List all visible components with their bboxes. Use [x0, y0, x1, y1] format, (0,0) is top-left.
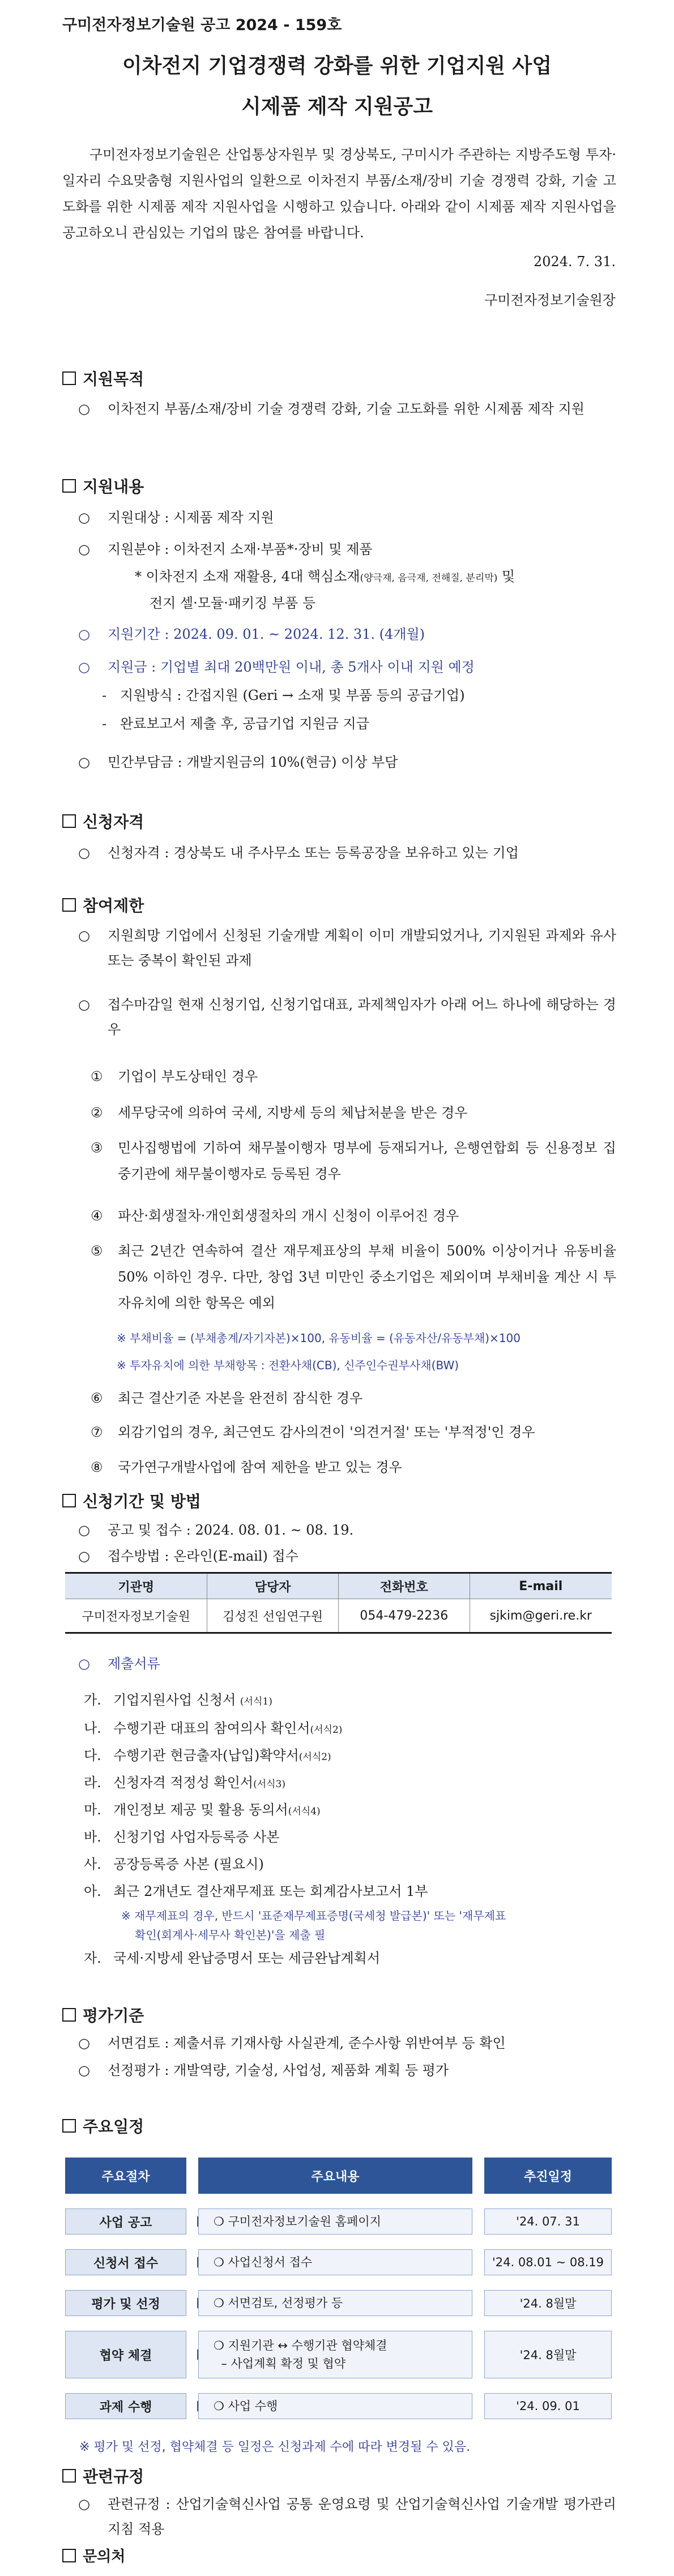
contact-phone: 054-479-2236	[338, 1599, 470, 1633]
schedule-step-5: 과제 수행	[65, 2393, 186, 2419]
circle-bullet-icon: ○	[78, 1548, 90, 1564]
schedule-step-2: 신청서 접수	[65, 2249, 186, 2275]
contact-header-person: 담당자	[207, 1573, 339, 1599]
restriction-sub-1: ① 기업이 부도상태인 경우	[91, 1069, 258, 1084]
doc-item-6: 바. 신청기업 사업자등록증 사본	[84, 1829, 280, 1845]
schedule-desc-1: ❍ 구미전자정보기술원 홈페이지	[198, 2208, 472, 2235]
doc-item-2: 나. 수행기관 대표의 참여의사 확인서(서식2)	[84, 1720, 343, 1736]
evaluation-item-1: ○ 서면검토 : 제출서류 기재사항 사실관계, 준수사항 위반여부 등 확인	[78, 2031, 616, 2056]
dash-mark: -	[102, 716, 107, 732]
schedule-note: ※ 평가 및 선정, 협약체결 등 일정은 신청과제 수에 따라 변경될 수 있음.	[79, 2440, 471, 2454]
content-cost-share: ○ 민간부담금 : 개발지원금의 10%(현금) 이상 부담	[78, 750, 616, 775]
doc-item-5: 마. 개인정보 제공 및 활용 동의서(서식4)	[84, 1802, 321, 1818]
contact-header-phone: 전화번호	[338, 1573, 470, 1599]
schedule-date-3: '24. 8월말	[484, 2290, 612, 2316]
circle-bullet-icon: ○	[78, 754, 90, 770]
issuer: 구미전자정보기술원장	[484, 292, 616, 308]
circle-bullet-icon: ○	[78, 997, 90, 1013]
circle-bullet-icon: ○	[78, 1522, 90, 1538]
section-inquiry-heading: 문의처	[62, 2545, 125, 2566]
content-field-note: * 이차전지 소재 재활용, 4대 핵심소재(양극재, 음극재, 전해질, 분리막) 및 전지 셀·모듈·패키징 부품 등	[135, 569, 515, 611]
notice-number: 구미전자정보기술원 공고 2024 - 159호	[62, 16, 342, 34]
restriction-sub-6: ⑥ 최근 결산기준 자본을 완전히 잠식한 경우	[91, 1390, 363, 1406]
schedule-desc-2: ❍ 사업신청서 접수	[198, 2249, 472, 2275]
content-period: ○ 지원기간 : 2024. 09. 01. ~ 2024. 12. 31. (4개월)	[78, 622, 616, 647]
doc-item-1: 가. 기업지원사업 신청서 (서식1)	[84, 1692, 272, 1708]
schedule-desc-3: ❍ 서면검토, 선정평가 등	[198, 2290, 472, 2316]
schedule-date-1: '24. 07. 31	[484, 2208, 612, 2235]
restriction-sub-2: ② 세무당국에 의하여 국세, 지방세 등의 체납처분을 받은 경우	[91, 1105, 468, 1121]
section-application-heading: 신청기간 및 방법	[62, 1489, 201, 1512]
section-eligibility-heading: 신청자격	[62, 810, 144, 832]
announcement-date: 2024. 7. 31.	[533, 254, 616, 270]
section-restrictions-heading: 참여제한	[62, 894, 144, 916]
eligibility-item: ○ 신청자격 : 경상북도 내 주사무소 또는 등록공장을 보유하고 있는 기업	[78, 840, 616, 865]
square-bullet-icon	[62, 2549, 76, 2562]
restriction-item-1: ○ 지원희망 기업에서 신청된 기술개발 계획이 이미 개발되었거나, 기지원된 과제와 유사 또는 중복이 확인된 과제	[78, 923, 616, 973]
purpose-item: ○ 이차전지 부품/소재/장비 기술 경쟁력 강화, 기술 고도화를 위한 시제품 제작 지원	[78, 396, 616, 421]
circle-bullet-icon: ○	[78, 510, 90, 526]
content-target: ○ 지원대상 : 시제품 제작 지원	[78, 505, 616, 530]
square-bullet-icon	[62, 1494, 76, 1507]
contact-table-header	[65, 1573, 612, 1599]
docs-note: ※ 재무제표의 경우, 반드시 '표준재무제표증명(국세청 발급본)' 또는 '재무제표 확인(회계사·세무사 확인본)'을 제출 필	[121, 1909, 506, 1942]
section-schedule-heading: 주요일정	[62, 2114, 144, 2137]
application-period: ○ 공고 및 접수 : 2024. 08. 01. ~ 08. 19.	[78, 1518, 616, 1543]
title-line1: 이차전지 기업경쟁력 강화를 위한 기업지원 사업	[122, 54, 552, 78]
schedule-header-desc: 주요내용	[198, 2158, 472, 2194]
table-row	[65, 1599, 612, 1633]
restriction-note-2: ※ 투자유치에 의한 부채항목 : 전환사채(CB), 신주인수권부사채(BW)	[117, 1359, 459, 1372]
docs-heading: ○ 제출서류	[78, 1651, 616, 1676]
title-line2: 시제품 제작 지원공고	[241, 95, 433, 118]
circle-bullet-icon: ○	[78, 1656, 90, 1672]
square-bullet-icon	[62, 2119, 76, 2133]
doc-item-8: 아. 최근 2개년도 결산재무제표 또는 회계감사보고서 1부	[84, 1883, 428, 1899]
section-content-heading: 지원내용	[62, 475, 144, 497]
circle-bullet-icon: ○	[78, 626, 90, 642]
schedule-step-1: 사업 공고	[65, 2208, 186, 2235]
square-bullet-icon	[62, 479, 76, 493]
schedule-date-5: '24. 09. 01	[484, 2393, 612, 2419]
schedule-step-4: 협약 체결	[65, 2331, 186, 2378]
circle-bullet-icon: ○	[78, 2496, 90, 2512]
schedule-desc-4: ❍ 지원기관 ↔ 수행기관 협약체결 – 사업계획 확정 및 협약	[198, 2331, 472, 2378]
doc-item-9: 자. 국세·지방세 완납증명서 또는 세금완납계획서	[84, 1950, 381, 1966]
circle-bullet-icon: ○	[78, 845, 90, 861]
circle-bullet-icon: ○	[78, 659, 90, 675]
content-method: - 지원방식 : 간접지원 (Geri → 소재 및 부품 등의 공급기업)	[102, 683, 607, 708]
contact-org: 구미전자정보기술원	[65, 1599, 207, 1633]
evaluation-item-2: ○ 선정평가 : 개발역량, 기술성, 사업성, 제품화 계획 등 평가	[78, 2058, 616, 2083]
contact-header-org: 기관명	[65, 1573, 207, 1599]
doc-item-7: 사. 공장등록증 사본 (필요시)	[84, 1856, 264, 1872]
dash-mark: -	[102, 687, 107, 703]
contact-person: 김성진 선임연구원	[207, 1599, 339, 1633]
circle-bullet-icon: ○	[78, 2062, 90, 2078]
restriction-item-2: ○ 접수마감일 현재 신청기업, 신청기업대표, 과제책임자가 아래 어느 하나에 해당하는 경우	[78, 992, 616, 1042]
schedule-date-4: '24. 8월말	[484, 2331, 612, 2378]
restriction-sub-4: ④ 파산·회생절차·개인회생절차의 개시 신청이 이루어진 경우	[91, 1208, 459, 1224]
content-amount: ○ 지원금 : 기업별 최대 20백만원 이내, 총 5개사 이내 지원 예정	[78, 655, 616, 680]
circle-bullet-icon: ○	[78, 401, 90, 417]
restriction-sub-5: ⑤ 최근 2년간 연속하여 결산 재무제표상의 부채 비율이 500% 이상이거나 유동비율 50% 이하인 경우. 다만, 창업 3년 미만인 중소기업은 제외이며 부채비율 계산 시 투자유치에 의한 항목은 예외	[91, 1243, 616, 1311]
square-bullet-icon	[62, 2008, 76, 2022]
circle-bullet-icon: ○	[78, 2035, 90, 2051]
doc-item-4: 라. 신청자격 적정성 확인서(서식3)	[84, 1775, 286, 1791]
contact-header-email: E-mail	[470, 1573, 612, 1599]
restriction-note-1: ※ 부채비율 = (부채총계/자기자본)×100, 유동비율 = (유동자산/유동부채)×100	[117, 1331, 521, 1345]
contact-table	[65, 1572, 612, 1634]
application-method: ○ 접수방법 : 온라인(E-mail) 접수	[78, 1544, 616, 1569]
section-evaluation-heading: 평가기준	[62, 2003, 144, 2026]
square-bullet-icon	[62, 2469, 76, 2483]
schedule-header-date: 추진일정	[484, 2158, 612, 2194]
section-regulations-heading: 관련규정	[62, 2464, 144, 2487]
circle-bullet-icon: ○	[78, 928, 90, 943]
restriction-sub-7: ⑦ 외감기업의 경우, 최근연도 감사의견이 '의견거절' 또는 '부적정'인 경우	[91, 1424, 535, 1440]
restriction-sub-3: ③ 민사집행법에 기하여 채무불이행자 명부에 등재되거나, 은행연합회 등 신용정보 집중기관에 채무불이행자로 등록된 경우	[91, 1140, 616, 1182]
regulations-item: ○ 관련규정 : 산업기술혁신사업 공통 운영요령 및 산업기술혁신사업 기술개발 평가관리지침 적용	[78, 2492, 616, 2541]
schedule-header-step: 주요절차	[65, 2158, 186, 2194]
schedule-step-3: 평가 및 선정	[65, 2290, 186, 2316]
content-settlement: - 완료보고서 제출 후, 공급기업 지원금 지급	[102, 711, 607, 736]
schedule-date-2: '24. 08.01 ~ 08.19	[484, 2249, 612, 2275]
square-bullet-icon	[62, 371, 76, 385]
content-field: ○ 지원분야 : 이차전지 소재·부품*·장비 및 제품	[78, 537, 616, 562]
restriction-sub-8: ⑧ 국가연구개발사업에 참여 제한을 받고 있는 경우	[91, 1459, 402, 1475]
intro-paragraph: 구미전자정보기술원은 산업통상자원부 및 경상북도, 구미시가 주관하는 지방주도형 투자·일자리 수요맞춤형 지원사업의 일환으로 이차전지 부품/소재/장비 기술 경쟁력 강화, 기술 고도화를 위한 시제품 제작 지원사업을 시행하고 있습니다. 아래와 같이 시제품 제작 지원사업을 공고하오니 관심있는 기업의 많은 참여를 바랍니다.	[62, 147, 616, 241]
circle-bullet-icon: ○	[78, 541, 90, 557]
section-purpose-heading: 지원목적	[62, 367, 144, 390]
doc-item-3: 다. 수행기관 현금출자(납입)확약서(서식2)	[84, 1748, 331, 1763]
square-bullet-icon	[62, 814, 76, 828]
schedule-desc-5: ❍ 사업 수행	[198, 2393, 472, 2419]
contact-email[interactable]: sjkim@geri.re.kr	[470, 1599, 612, 1633]
square-bullet-icon	[62, 898, 76, 912]
